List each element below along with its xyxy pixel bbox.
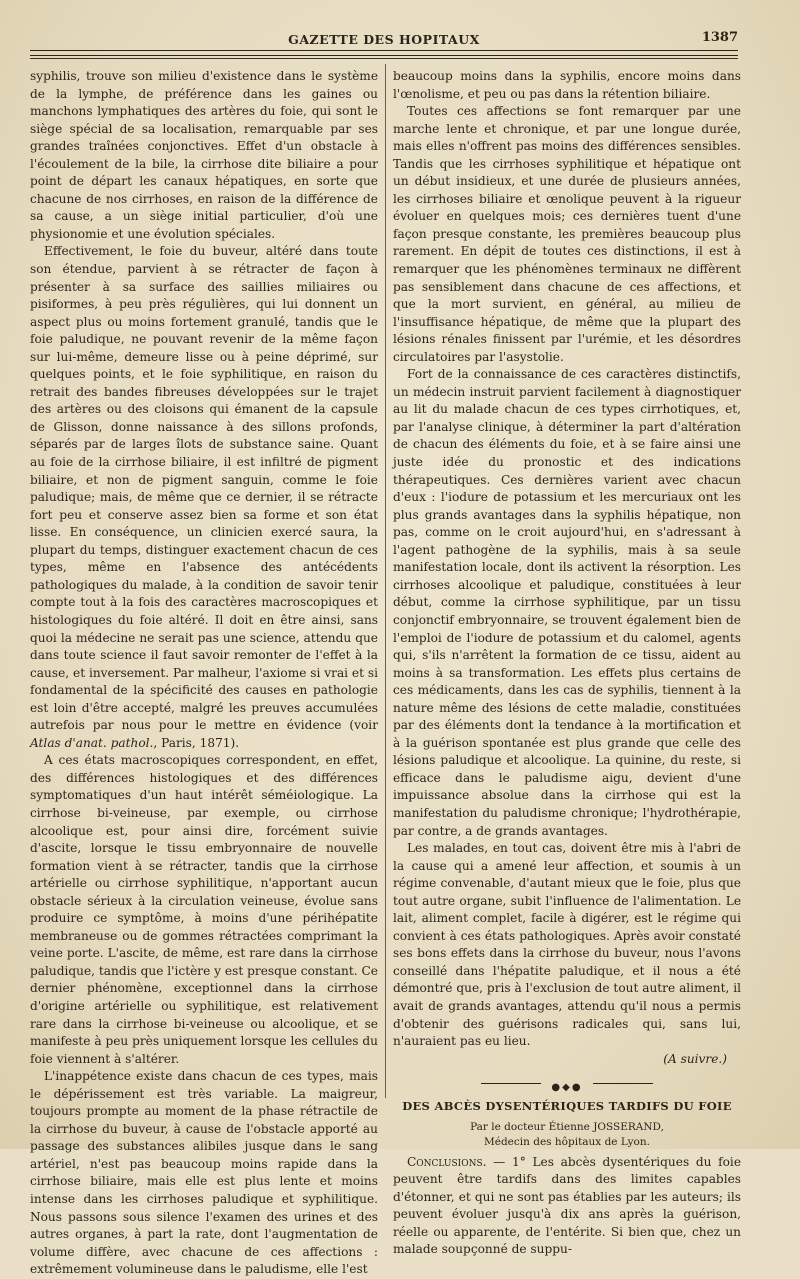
left-column	[30, 68, 378, 1279]
ornament-line-right	[593, 1083, 653, 1084]
to-be-continued-text: (A suivre.)	[663, 1051, 727, 1066]
article-title: DES ABCÈS DYSENTÉRIQUES TARDIFS DU FOIE	[402, 1099, 732, 1114]
citation-tail: , Paris, 1871).	[153, 735, 240, 750]
paragraph-text: Effectivement, le foie du buveur, altéré dans toute son étendue, parvient à se rétracter de façon à présenter à sa surface des saillies miliaires ou pisiformes, à peu près régulières, qui lui donnent un aspect plus ou moins fortement granulé, tandis que le foie paludique, ne pouvant revenir de la même façon sur lui-même, demeure lisse ou à peine déprimé, sur quelques points, et le foie syphilitique, en raison du retrait des bandes fibreuses développées sur le trajet des artères ou des cloisons qui émanent de la capsule de Glisson, donne naissance à des sillons profonds, séparés par de larges îlots de substance saine. Quant au foie de la cirrhose biliaire, il est infiltré de pigment biliaire, et non de pigment sanguin, comme le foie paludique; mais, de même que ce dernier, il se rétracte fort peu et conserve assez bien sa forme et son état lisse. En conséquence, un clinicien exercé saura, la plupart du temps, distinguer exactement chacun de ces types, même en l'absence des antécédents pathologiques du malade, à la condition de savoir tenir compte tout à la fois des caractères macroscopiques et histologiques du foie altéré. Il doit en être ainsi, sans quoi la médecine ne serait pas une science, attendu que dans toute science il faut savoir remonter de l'effet à la cause, et inversement. Par malheur, l'axiome si vrai et si fondamental de la spécificité des causes en pathologie est loin d'être accepté, malgré les preuves accumulées autrefois par nous pour le mettre en évidence (voir	[30, 244, 378, 733]
to-be-continued	[393, 1051, 741, 1069]
paragraph: beaucoup moins dans la syphilis, encore moins dans l'œnolisme, et peu ou pas dans la rétention biliaire.	[393, 69, 741, 101]
paragraph: Toutes ces affections se font remarquer par une marche lente et chronique, et par une longue durée, mais elles n'offrent pas moins des différences sensibles. Tandis que les cirrhoses syphilitique et hépatique ont un début insidieux, et une durée de plusieurs années, les cirrhoses biliaire et œnolique peuvent à la rigueur évoluer en quelques mois; ces dernières tuent d'une façon presque constante, les premières beaucoup plus rarement. En dépit de toutes ces distinctions, il est à remarquer que les phénomènes terminaux ne diffèrent pas sensiblement dans chacune de ces affections, et que la mort survient, en général, au milieu de l'insuffisance hépatique, de même que la plupart des lésions rénales finissent par l'urémie, et les désordres circulatoires par l'asystolie.	[393, 104, 741, 364]
ornament-line-left	[481, 1083, 541, 1084]
paragraph: L'inappétence existe dans chacun de ces types, mais le dépérissement est très variable. La maigreur, toujours prompte au moment de la phase rétractile de la cirrhose du buveur, à cause de l'obstacle apporté au passage des substances alibiles jusque dans le sang artériel, n'est pas beaucoup moins rapide dans la cirrhose biliaire, mais elle est plus lente et moins intense dans les cirrhoses paludique et syphilitique. Nous passons sous silence l'examen des urines et des autres organes, à part la rate, dont l'augmentation de volume diffère, avec chacune de ces affections : extrêmement volumineuse dans le paludisme, elle l'est	[30, 1069, 378, 1277]
page-number: 1387	[701, 30, 738, 45]
running-title: GAZETTE DES HOPITAUX	[288, 32, 480, 47]
ornament-mark: ●◆●	[551, 1082, 583, 1094]
citation-title: Atlas d'anat. pathol.	[30, 735, 154, 750]
paragraph: syphilis, trouve son milieu d'existence dans le système de la lymphe, de préférence dans les gaines ou manchons lymphatiques des artères du foie, qui sont le siège spécial de sa localisation, remarquable par ses grandes traînées conjonctives. Effet d'un obstacle à l'écoulement de la bile, la cirrhose dite biliaire a pour point de départ les canaux hépatiques, en sorte que chacune de nos cirrhoses, en raison de la différence de sa cause, a un siège initial particulier, d'où une physionomie et une évolution spéciales.	[30, 69, 378, 241]
paragraph: Les malades, en tout cas, doivent être mis à l'abri de la cause qui a amené leur affection, et soumis à un régime convenable, d'autant mieux que le foie, plus que tout autre organe, subit l'influence de l'alimentation. Le lait, aliment complet, facile à digérer, est le régime qui convient à ces états pathologiques. Après avoir constaté ses bons effets dans la cirrhose du buveur, nous l'avons conseillé dans l'hépatite paludique, et il nous a été démontré que, pris à l'exclusion de tout autre aliment, il avait de grands avantages, attendu qu'il nous a permis d'obtenir des guérisons radicales qui, sans lui, n'auraient pas eu lieu.	[393, 841, 741, 1049]
section-ornament	[393, 1078, 741, 1094]
author-affiliation: Médecin des hôpitaux de Lyon.	[484, 1135, 650, 1148]
conclusions-text: — 1° Les abcès dysentériques du foie peuvent être tardifs dans des limites capables d'étonner, et qui ne sont pas établies par les auteurs; ils peuvent évoluer jusqu'à dix ans après la guérison, réelle ou apparente, de l'entérite. Si bien que, chez un malade soupçonné de suppu-	[393, 1154, 741, 1257]
header-double-rule	[30, 50, 738, 56]
column-divider	[385, 64, 386, 1098]
paragraph	[393, 1154, 741, 1259]
header-thin-rule	[30, 58, 738, 59]
conclusions-label: Conclusions.	[407, 1154, 487, 1169]
page-header	[30, 30, 738, 52]
right-column	[393, 68, 741, 1259]
article-byline: Par le docteur Étienne JOSSERAND,	[470, 1120, 664, 1133]
paragraph: A ces états macroscopiques correspondent, en effet, des différences histologiques et des différences symptomatiques d'un haut intérêt séméiologique. La cirrhose bi-veineuse, par exemple, ou cirrhose alcoolique est, pour ainsi dire, forcément suivie d'ascite, lorsque le tissu embryonnaire de nouvelle formation vient à se rétracter, tandis que la cirrhose artérielle ou cirrhose syphilitique, n'apportant aucun obstacle sérieux à la circulation veineuse, évolue sans produire ce symptôme, à moins d'une périhépatite membraneuse ou de gommes rétractées comprimant la veine porte. L'ascite, de même, est rare dans la cirrhose paludique, tandis que l'ictère y est presque constant. Ce dernier phénomène, exceptionnel dans la cirrhose d'origine artérielle ou syphilitique, est relativement rare dans la cirrhose bi-veineuse ou alcoolique, et se manifeste à peu près uniquement lorsque les cellules du foie viennent à s'altérer.	[30, 753, 378, 1066]
paragraph	[30, 243, 378, 752]
paragraph: Fort de la connaissance de ces caractères distinctifs, un médecin instruit parvient facilement à diagnostiquer au lit du malade chacun de ces types cirrhotiques, et, par l'analyse clinique, à déterminer la part d'altération de chacun des éléments du foie, et à se faire ainsi une juste idée du pronostic et des indications thérapeutiques. Ces dernières varient avec chacun d'eux : l'iodure de potassium et les mercuriaux ont les plus grands avantages dans la syphilis hépatique, non pas, comme on le croit aujourd'hui, en s'adressant à l'agent pathogène de la syphilis, mais à sa seule manifestation locale, dont ils activent la résorption. Les cirrhoses alcoolique et paludique, constituées à leur début, comme la cirrhose syphilitique, par un tissu conjonctif embryonnaire, se trouvent également bien de l'emploi de l'iodure de potassium et du calomel, agents qui, s'ils n'arrêtent la formation de ce tissu, aident au moins à sa transformation. Les effets plus certains de ces médicaments, dans les cas de syphilis, tiennent à la nature même des lésions de cette maladie, constituées par des éléments dont la tendance à la mortification et à la guérison spontanée est plus grande que celle des lésions paludique et alcoolique. La quinine, du reste, si efficace dans le paludisme aigu, devient d'une impuissance absolue dans la cirrhose qui est la manifestation du paludisme chronique; l'hydrothérapie, par contre, a de grands avantages.	[393, 367, 741, 838]
